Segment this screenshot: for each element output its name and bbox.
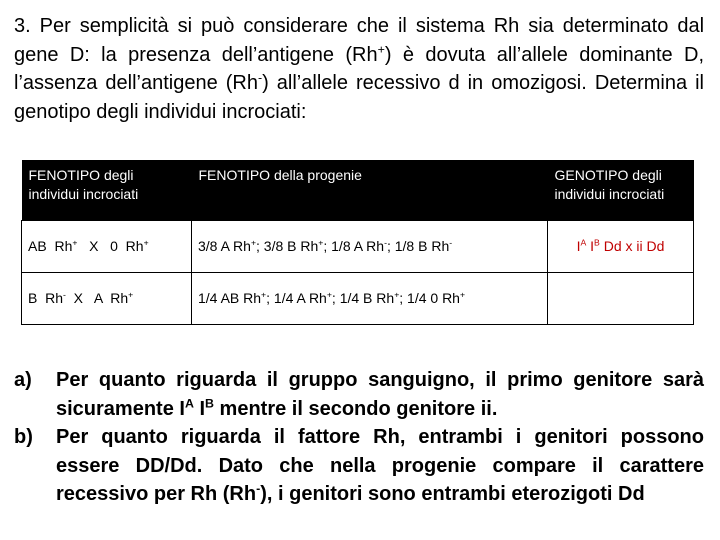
exercise-number: 3. <box>14 15 31 37</box>
table-row <box>22 220 694 272</box>
progeny-sup: + <box>394 289 400 300</box>
progeny-sup: - <box>449 237 453 248</box>
answer-marker: a) <box>14 369 32 391</box>
answer-sup: - <box>256 481 261 496</box>
progeny-text: 1/4 AB Rh <box>198 290 262 306</box>
progeny-text: 3/8 A Rh <box>198 238 251 254</box>
header-parent-phenotype: FENOTIPO degli individui incrociati <box>22 160 192 220</box>
header-progeny-phenotype: FENOTIPO della progenie <box>192 160 548 220</box>
progeny-text: ; 1/8 B Rh <box>386 238 450 254</box>
answer-text-part: Per quanto riguarda il gruppo sanguigno, il primo genitore sarà sicuramente I <box>56 369 704 420</box>
intro-text-1: Per semplicità si può considerare che il sistema Rh sia determinato dal gene D: la presenza dell’antigene (Rh <box>14 15 705 66</box>
progeny-cell <box>192 272 548 324</box>
answer-text-part: mentre il secondo genitore ii. <box>213 397 498 420</box>
progeny-text: ; 1/4 0 Rh <box>399 290 460 306</box>
answer-text-part: ), i genitori sono entrambi eterozigoti Dd <box>260 483 645 505</box>
answer-sup: A <box>184 395 194 410</box>
genotype-sup: B <box>594 237 600 248</box>
cross-text: AB Rh <box>28 238 73 254</box>
progeny-text: ; 3/8 B Rh <box>256 238 319 254</box>
genotype-text: Dd x ii Dd <box>599 238 665 254</box>
cross-text: X A Rh <box>65 290 129 306</box>
superscript-minus: - <box>257 70 263 85</box>
genotype-sup: A <box>580 237 587 248</box>
answer-text-part: I <box>193 397 206 420</box>
cross-text: X 0 Rh <box>77 238 144 254</box>
answers-list <box>14 366 704 509</box>
cross-sup: + <box>128 289 134 300</box>
answer-a <box>14 366 704 423</box>
exercise-text <box>14 12 704 126</box>
genotype-cell <box>548 220 694 272</box>
superscript-plus: + <box>377 41 385 56</box>
progeny-text: ; 1/4 B Rh <box>331 290 395 306</box>
cross-text: B Rh <box>28 290 64 306</box>
progeny-sup: + <box>326 289 332 300</box>
cross-cell <box>22 220 192 272</box>
answer-sup: B <box>205 395 214 410</box>
progeny-text: ; 1/4 A Rh <box>266 290 327 306</box>
genotype-table <box>21 160 694 325</box>
table-row <box>22 272 694 324</box>
genotype-cell-empty <box>548 272 694 324</box>
cross-sup: + <box>72 237 78 248</box>
answer-text <box>56 366 704 423</box>
progeny-sup: + <box>250 237 257 248</box>
answer-text <box>56 423 704 509</box>
answer-marker: b) <box>14 426 33 448</box>
cross-sup: + <box>143 237 149 248</box>
intro-text-3: ) all’allele recessivo d in omozigosi. Determina il genotipo degli individui incrociati: <box>14 72 704 123</box>
progeny-sup: - <box>384 237 387 248</box>
progeny-text: ; 1/8 A Rh <box>323 238 385 254</box>
table-header-row <box>22 160 694 220</box>
answer-text-part: Per quanto riguarda il fattore Rh, entrambi i genitori possono essere DD/Dd. Dato che nella progenie compare il carattere recessivo per Rh (Rh <box>56 426 704 505</box>
intro-text-2: ) è dovuta all’allele dominante D, l’assenza dell’antigene (Rh <box>14 43 704 94</box>
exercise-paragraph <box>14 12 704 126</box>
cross-sup: - <box>63 289 66 300</box>
answer-b <box>14 423 704 509</box>
genotype-text: I <box>586 238 595 254</box>
progeny-sup: + <box>318 237 324 248</box>
progeny-sup: + <box>459 289 466 300</box>
genotype-text: I <box>576 238 581 254</box>
progeny-cell <box>192 220 548 272</box>
progeny-sup: + <box>261 289 267 300</box>
header-parent-genotype: GENOTIPO degli individui incrociati <box>548 160 694 220</box>
cross-cell <box>22 272 192 324</box>
